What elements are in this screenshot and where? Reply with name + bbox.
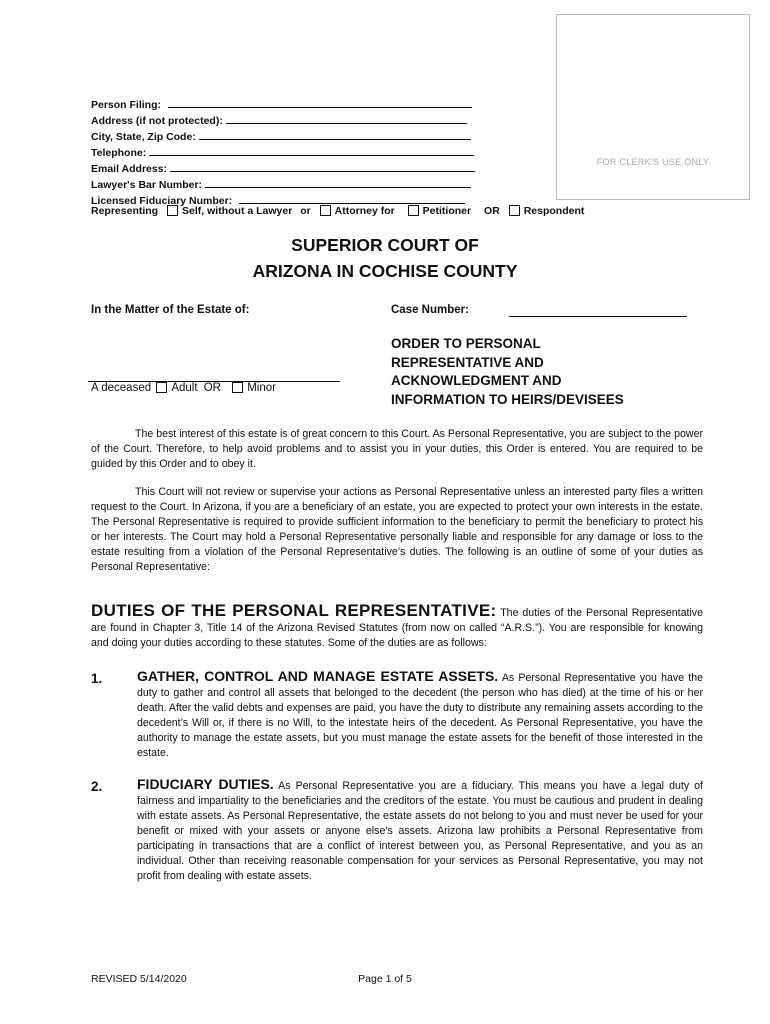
item-2-number: 2. [91,779,103,794]
revision-date: REVISED 5/14/2020 [91,973,187,985]
order-title [391,335,691,409]
duties-section [91,603,703,651]
adult-label: Adult [171,382,198,394]
minor-label: Minor [247,382,276,394]
case-number-field[interactable] [509,316,687,317]
self-checkbox[interactable] [167,205,178,216]
item-1-number: 1. [91,671,103,686]
paragraph-text: This Court will not review or supervise your actions as Personal Representative unless an interested party files a written request to the Court. In Arizona, if you are a beneficiary of an estate, you are expected to protect your own interests in the estate. The Personal Representative is required to provide sufficient information to the beneficiary to permit the beneficiary to protect his or her interests. The Court may hold a Personal Representative personally liable and responsible for any damage or loss to the estate resulting from a violation of the Personal Representative’s duties. The following is an outline of some of your duties as Personal Representative: [91,486,703,573]
minor-checkbox[interactable] [232,382,243,393]
address-field[interactable] [226,112,467,124]
deceased-label: A deceased [91,382,152,394]
clerk-use-label: FOR CLERK'S USE ONLY [596,157,710,167]
email-label: Email Address: [91,163,168,175]
person-filing-field[interactable] [168,96,472,108]
fiduciary-number-field[interactable] [239,192,465,204]
duties-heading: DUTIES OF THE PERSONAL REPRESENTATIVE: [91,601,497,620]
item-2 [137,777,703,884]
person-filing-label: Person Filing: [91,99,162,111]
telephone-field[interactable] [149,144,474,156]
bar-number-field[interactable] [205,176,471,188]
item-2-heading: FIDUCIARY DUTIES. [137,776,274,792]
intro-paragraph-2 [91,485,703,575]
duties-intro-text: The duties of the Personal Representative are found in Chapter 3, Title 14 of the Arizona Revised Statutes (from now on called “A.R.S.”). You are responsible for knowing and doing your duties according to these statutes. Some of the duties are as follows: [91,607,704,649]
adult-checkbox[interactable] [156,382,167,393]
order-title-line: ACKNOWLEDGMENT AND [391,373,562,388]
filer-person-row[interactable] [91,96,472,113]
address-label: Address (if not protected): [91,115,223,127]
or-label-2: OR [484,205,500,217]
order-title-line: INFORMATION TO HEIRS/DEVISEES [391,391,624,407]
or-label: OR [203,382,221,394]
filer-city-row[interactable] [91,128,471,145]
case-number-label: Case Number: [391,304,469,316]
city-field[interactable] [199,128,471,140]
filer-bar-row[interactable] [91,176,471,193]
bar-number-label: Lawyer's Bar Number: [91,179,203,191]
order-title-line: REPRESENTATIVE AND [391,354,544,370]
representing-row [91,205,584,217]
telephone-label: Telephone: [91,147,147,159]
fiduciary-number-label: Licensed Fiduciary Number: [91,195,233,207]
representing-label: Representing [91,205,159,217]
intro-paragraph-1 [91,427,703,472]
clerk-use-box [556,14,750,200]
self-label: Self, without a Lawyer [182,205,293,217]
estate-matter-label: In the Matter of the Estate of: [91,304,250,316]
order-title-line: ORDER TO PERSONAL [391,336,541,351]
attorney-label: Attorney for [334,205,395,217]
page-number: Page 1 of 5 [358,973,412,985]
filer-email-row[interactable] [91,160,475,177]
city-label: City, State, Zip Code: [91,131,196,143]
petitioner-checkbox[interactable] [408,205,419,216]
item-1 [137,669,703,761]
respondent-label: Respondent [523,205,585,217]
item-2-text: As Personal Representative you are a fiduciary. This means you have a legal duty of fairness and impartiality to the beneficiaries and the creditors of the estate. You must be cautious and prudent in dealing with estate assets. As Personal Representative, the estate assets do not belong to you and must never be used for your benefit or mixed with your assets or anyone else’s assets. Arizona law prohibits a Personal Representative from participating in transactions that are a conflict of interest between you, as Personal Representative, and you as an individual. Other than receiving reasonable compensation for your services as Personal Representative, you may not profit from dealing with estate assets. [137,780,703,882]
filer-telephone-row[interactable] [91,144,474,161]
attorney-checkbox[interactable] [320,205,331,216]
deceased-row [91,382,276,394]
filer-address-row[interactable] [91,112,467,129]
or-label: or [300,205,311,217]
court-title [0,232,770,284]
court-title-line-1: SUPERIOR COURT OF [291,235,479,255]
court-title-line-2: ARIZONA IN COCHISE COUNTY [252,261,518,281]
item-1-heading: GATHER, CONTROL AND MANAGE ESTATE ASSETS. [137,668,499,684]
paragraph-text: The best interest of this estate is of great concern to this Court. As Personal Representative, you are subject to the power of the Court. Therefore, to help avoid problems and to assist you in your duties, this Order is entered. You are required to be guided by this Order and to obey it. [91,428,703,470]
email-field[interactable] [170,160,475,172]
respondent-checkbox[interactable] [509,205,520,216]
petitioner-label: Petitioner [422,205,472,217]
item-1-text: As Personal Representative you have the duty to gather and control all assets that belonged to the decedent (the person who has died) at the time of his or her death. After the valid debts and expenses are paid, you have the duty to distribute any remaining assets according to the decedent’s Will or, if there is no Will, to the intestate heirs of the decedent. As Personal Representative, you have the authority to manage the estate assets, but you must manage the estate assets for the benefit of those interested in the estate. [137,672,704,759]
